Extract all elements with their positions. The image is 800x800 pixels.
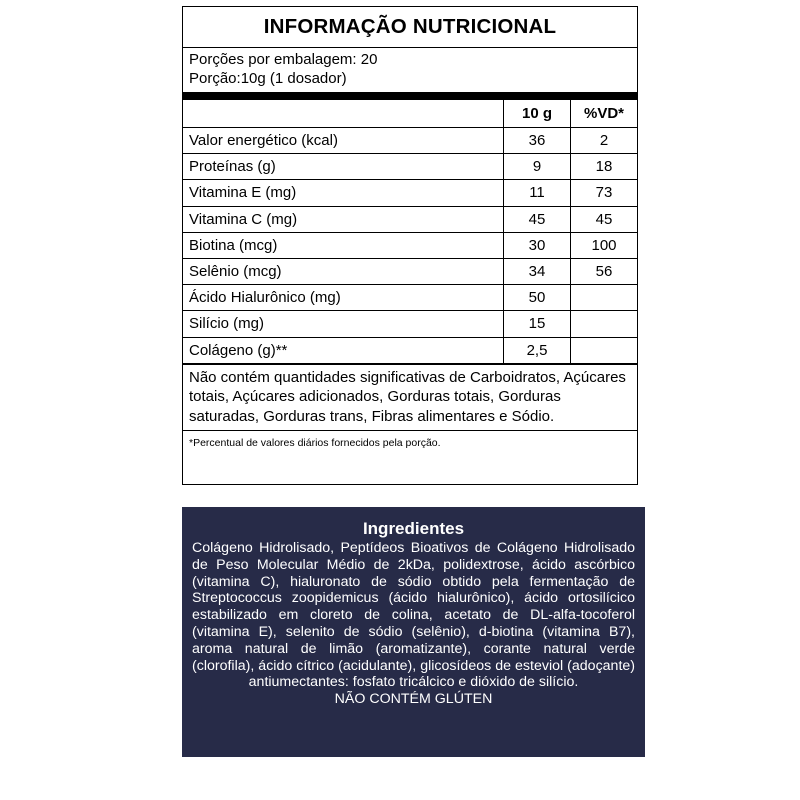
nutrient-daily-value: 45: [571, 206, 638, 232]
nutrient-daily-value: [571, 337, 638, 363]
separator-bar: [183, 92, 637, 100]
nutrient-name: Vitamina E (mg): [183, 180, 504, 206]
nutrient-daily-value: 100: [571, 232, 638, 258]
table-row: [183, 311, 637, 337]
not-significant-note: Não contém quantidades significativas de Carboidratos, Açúcares totais, Açúcares adicionados, Gorduras totais, Gorduras saturadas, Gorduras trans, Fibras alimentares e Sódio.: [183, 364, 637, 432]
nutrient-amount: 45: [504, 206, 571, 232]
ingredients-text: Colágeno Hidrolisado, Peptídeos Bioativos de Colágeno Hidrolisado de Peso Molecular Médio de 2kDa, polidextrose, ácido ascórbico (vitamina C), hialuronato de sódio obtido pela fermentação de Streptococcus zoopidemicus (ácido hialurônico), ácido ortosilícico estabilizado em cloreto de colina, acetato de DL-alfa-tocoferol (vitamina E), selenito de sódio (selênio), d-biotina (vitamina B7), aroma natural de limão (aromatizante), corante natural verde (clorofila), ácido cítrico (acidulante), glicosídeos de esteviol (adoçante) antiumectantes: fosfato tricálcico e dióxido de silício.: [192, 540, 635, 691]
nutrient-daily-value: [571, 311, 638, 337]
nutrient-name: Ácido Hialurônico (mg): [183, 285, 504, 311]
nutrition-facts-panel: [182, 6, 638, 485]
nutrient-amount: 34: [504, 258, 571, 284]
nutrition-table: [183, 100, 637, 364]
header-nutrient: [183, 100, 504, 128]
nutrient-name: Silício (mg): [183, 311, 504, 337]
serving-info: [183, 48, 637, 92]
nutrient-daily-value: 2: [571, 128, 638, 154]
nutrient-name: Selênio (mcg): [183, 258, 504, 284]
table-row: [183, 232, 637, 258]
ingredients-title: Ingredientes: [362, 519, 465, 538]
nutrition-title: INFORMAÇÃO NUTRICIONAL: [183, 7, 637, 48]
table-row: [183, 258, 637, 284]
header-daily-value: %VD*: [571, 100, 638, 128]
table-row: [183, 337, 637, 363]
nutrient-amount: 15: [504, 311, 571, 337]
nutrient-amount: 9: [504, 154, 571, 180]
nutrient-daily-value: 73: [571, 180, 638, 206]
nutrient-name: Colágeno (g)**: [183, 337, 504, 363]
servings-per-package: Porções por embalagem: 20: [189, 51, 378, 68]
nutrient-daily-value: [571, 285, 638, 311]
daily-value-footnote: *Percentual de valores diários fornecidos pela porção.: [189, 437, 441, 450]
table-row: [183, 206, 637, 232]
table-row: [183, 154, 637, 180]
table-row: [183, 285, 637, 311]
header-amount: 10 g: [504, 100, 571, 128]
nutrient-amount: 2,5: [504, 337, 571, 363]
nutrient-daily-value: 18: [571, 154, 638, 180]
serving-size: Porção:10g (1 dosador): [189, 70, 347, 87]
table-row: [183, 180, 637, 206]
nutrient-amount: 30: [504, 232, 571, 258]
nutrient-amount: 11: [504, 180, 571, 206]
gluten-warning: NÃO CONTÉM GLÚTEN: [334, 691, 493, 708]
ingredients-panel: [182, 507, 645, 757]
table-header-row: [183, 100, 637, 128]
nutrient-name: Valor energético (kcal): [183, 128, 504, 154]
nutrient-amount: 50: [504, 285, 571, 311]
nutrient-name: Vitamina C (mg): [183, 206, 504, 232]
nutrient-amount: 36: [504, 128, 571, 154]
nutrient-daily-value: 56: [571, 258, 638, 284]
nutrient-name: Proteínas (g): [183, 154, 504, 180]
table-row: [183, 128, 637, 154]
nutrient-name: Biotina (mcg): [183, 232, 504, 258]
